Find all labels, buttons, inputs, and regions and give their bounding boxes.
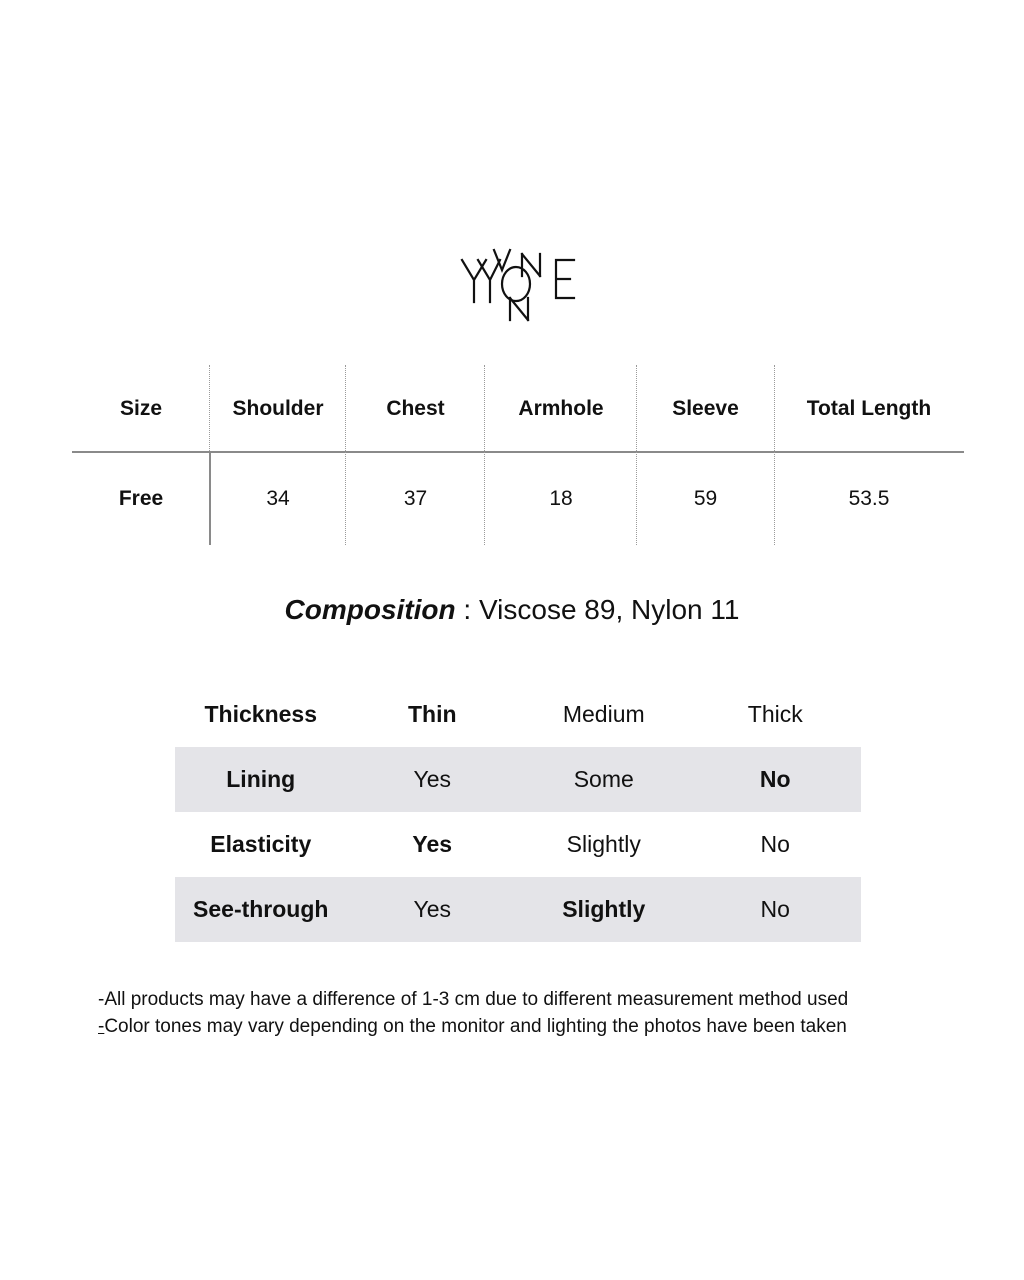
composition-line <box>0 594 1024 626</box>
fabric-option-selected: No <box>759 766 791 792</box>
column-divider <box>209 365 210 451</box>
size-table-row <box>72 452 964 545</box>
composition-separator: : <box>455 594 479 625</box>
composition-value: Viscose 89, Nylon 11 <box>478 594 740 625</box>
cell-size: Free <box>118 486 164 510</box>
header-sleeve: Sleeve <box>672 396 739 420</box>
fabric-option: Thick <box>747 701 803 727</box>
cell-shoulder: 34 <box>266 486 290 510</box>
header-divider <box>72 451 964 453</box>
cell-sleeve: 59 <box>693 486 718 510</box>
fabric-row-see-through <box>175 877 861 942</box>
note-measurement: -All products may have a difference of 1-3 cm due to different measurement method used <box>98 989 849 1010</box>
fabric-row-lining <box>175 747 861 812</box>
cell-total-length: 53.5 <box>848 486 890 510</box>
fabric-properties-table <box>175 682 861 942</box>
header-shoulder: Shoulder <box>232 396 324 420</box>
header-chest: Chest <box>386 396 445 420</box>
column-divider <box>345 365 346 545</box>
fabric-row-label: Elasticity <box>210 831 312 857</box>
cell-chest: 37 <box>403 486 428 510</box>
fabric-option: Yes <box>413 766 452 792</box>
header-total-length: Total Length <box>806 396 932 420</box>
header-armhole: Armhole <box>518 396 604 420</box>
cell-armhole: 18 <box>549 486 573 510</box>
column-divider <box>636 365 637 545</box>
fabric-option: No <box>760 831 790 857</box>
fabric-option: Medium <box>562 701 645 727</box>
size-table <box>72 365 964 545</box>
fabric-option-selected: Slightly <box>562 896 646 922</box>
composition-label: Composition <box>284 594 456 625</box>
fabric-row-thickness <box>175 682 861 747</box>
size-table-header <box>72 365 964 452</box>
header-size: Size <box>119 396 163 420</box>
fabric-option: No <box>760 896 790 922</box>
column-divider <box>774 365 775 545</box>
disclaimer-notes <box>98 986 958 1040</box>
note-color <box>98 1013 958 1040</box>
fabric-row-label: Lining <box>226 766 296 792</box>
column-divider-solid <box>209 452 211 545</box>
fabric-option-selected: Thin <box>407 701 457 727</box>
fabric-row-elasticity <box>175 812 861 877</box>
fabric-option: Yes <box>413 896 452 922</box>
fabric-option-selected: Yes <box>412 831 453 857</box>
note-color-text: Color tones may vary depending on the monitor and lighting the photos have been taken <box>104 1016 847 1037</box>
fabric-option: Some <box>573 766 634 792</box>
fabric-row-label: See-through <box>193 896 329 922</box>
fabric-option: Slightly <box>566 831 641 857</box>
brand-logo <box>452 246 582 326</box>
fabric-row-label: Thickness <box>204 701 317 727</box>
note-dash: - <box>98 1016 105 1037</box>
column-divider <box>484 365 485 545</box>
